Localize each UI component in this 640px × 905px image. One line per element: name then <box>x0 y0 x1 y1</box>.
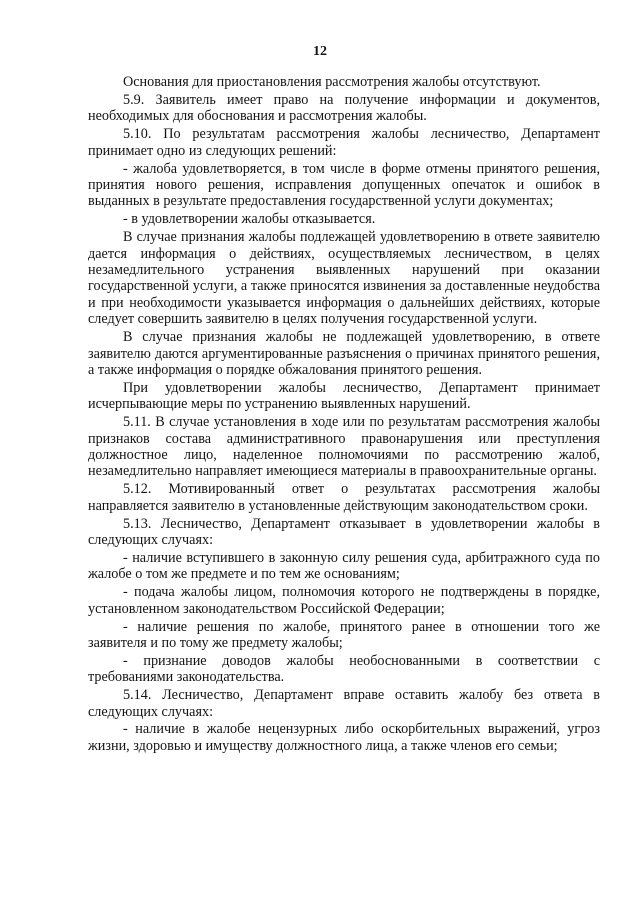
paragraph-5-13: 5.13. Лесничество, Департамент отказывает в удовлетворении жалобы в следующих случаях: <box>88 515 600 548</box>
paragraph-5-9: 5.9. Заявитель имеет право на получение информации и документов, необходимых для обоснования и рассмотрения жалобы. <box>88 91 600 125</box>
list-item-complaint-satisfied: - жалоба удовлетворяется, в том числе в форме отмены принятого решения, принятия нового решения, исправления допущенных опечаток и ошибок в выданных в результате предоставления государственной услуги документах; <box>88 160 600 210</box>
list-item-court-decision: - наличие вступившего в законную силу решения суда, арбитражного суда по жалобе о том же предмете и по тем же основаниям; <box>88 549 600 583</box>
paragraph-suspension-grounds: Основания для приостановления рассмотрения жалобы отсутствуют. <box>123 74 541 90</box>
paragraph-satisfied-response: В случае признания жалобы подлежащей удовлетворению в ответе заявителю дается информация о действиях, осуществляемых лесничеством, в целях незамедлительного устранения выявленных нарушений при оказании государственной услуги, а также приносятся извинения за доставленные неудобства и при необходимости указывается информация о дальнейших действиях, которые следует совершить заявителю в целях получения государственной услуги. <box>88 229 600 328</box>
paragraph-refused-response: В случае признания жалобы не подлежащей удовлетворению, в ответе заявителю даются аргументированные разъяснения о причинах принятого решения, а также информация о порядке обжалования принятого решения. <box>88 329 600 378</box>
paragraph-5-14: 5.14. Лесничество, Департамент вправе оставить жалобу без ответа в следующих случаях: <box>88 687 600 720</box>
document-body <box>88 74 600 756</box>
paragraph-remedy-measures: При удовлетворении жалобы лесничество, Департамент принимает исчерпывающие меры по устранению выявленных нарушений. <box>88 379 600 413</box>
paragraph-5-12: 5.12. Мотивированный ответ о результатах рассмотрения жалобы направляется заявителю в установленные действующим законодательством сроки. <box>88 481 600 514</box>
list-item-offensive-language: - наличие в жалобе нецензурных либо оскорбительных выражений, угроз жизни, здоровью и имуществу должностного лица, а также членов его семьи; <box>88 721 600 754</box>
page-number: 12 <box>313 44 327 59</box>
list-item-unconfirmed-authority: - подача жалобы лицом, полномочия которого не подтверждены в порядке, установленном законодательством Российской Федерации; <box>88 584 600 617</box>
list-item-prior-decision: - наличие решения по жалобе, принятого ранее в отношении того же заявителя и по тому же предмету жалобы; <box>88 618 600 651</box>
list-item-unfounded-arguments: - признание доводов жалобы необоснованными в соответствии с требованиями законодательства. <box>88 652 600 686</box>
paragraph-5-10: 5.10. По результатам рассмотрения жалобы лесничество, Департамент принимает одно из следующих решений: <box>88 126 600 159</box>
list-item-complaint-refused: - в удовлетворении жалобы отказывается. <box>123 211 376 228</box>
paragraph-5-11: 5.11. В случае установления в ходе или по результатам рассмотрения жалобы признаков состава административного правонарушения или преступления должностное лицо, наделенное полномочиями по рассмотрению жалоб, незамедлительно направляет имеющиеся материалы в правоохранительные органы. <box>88 414 600 480</box>
